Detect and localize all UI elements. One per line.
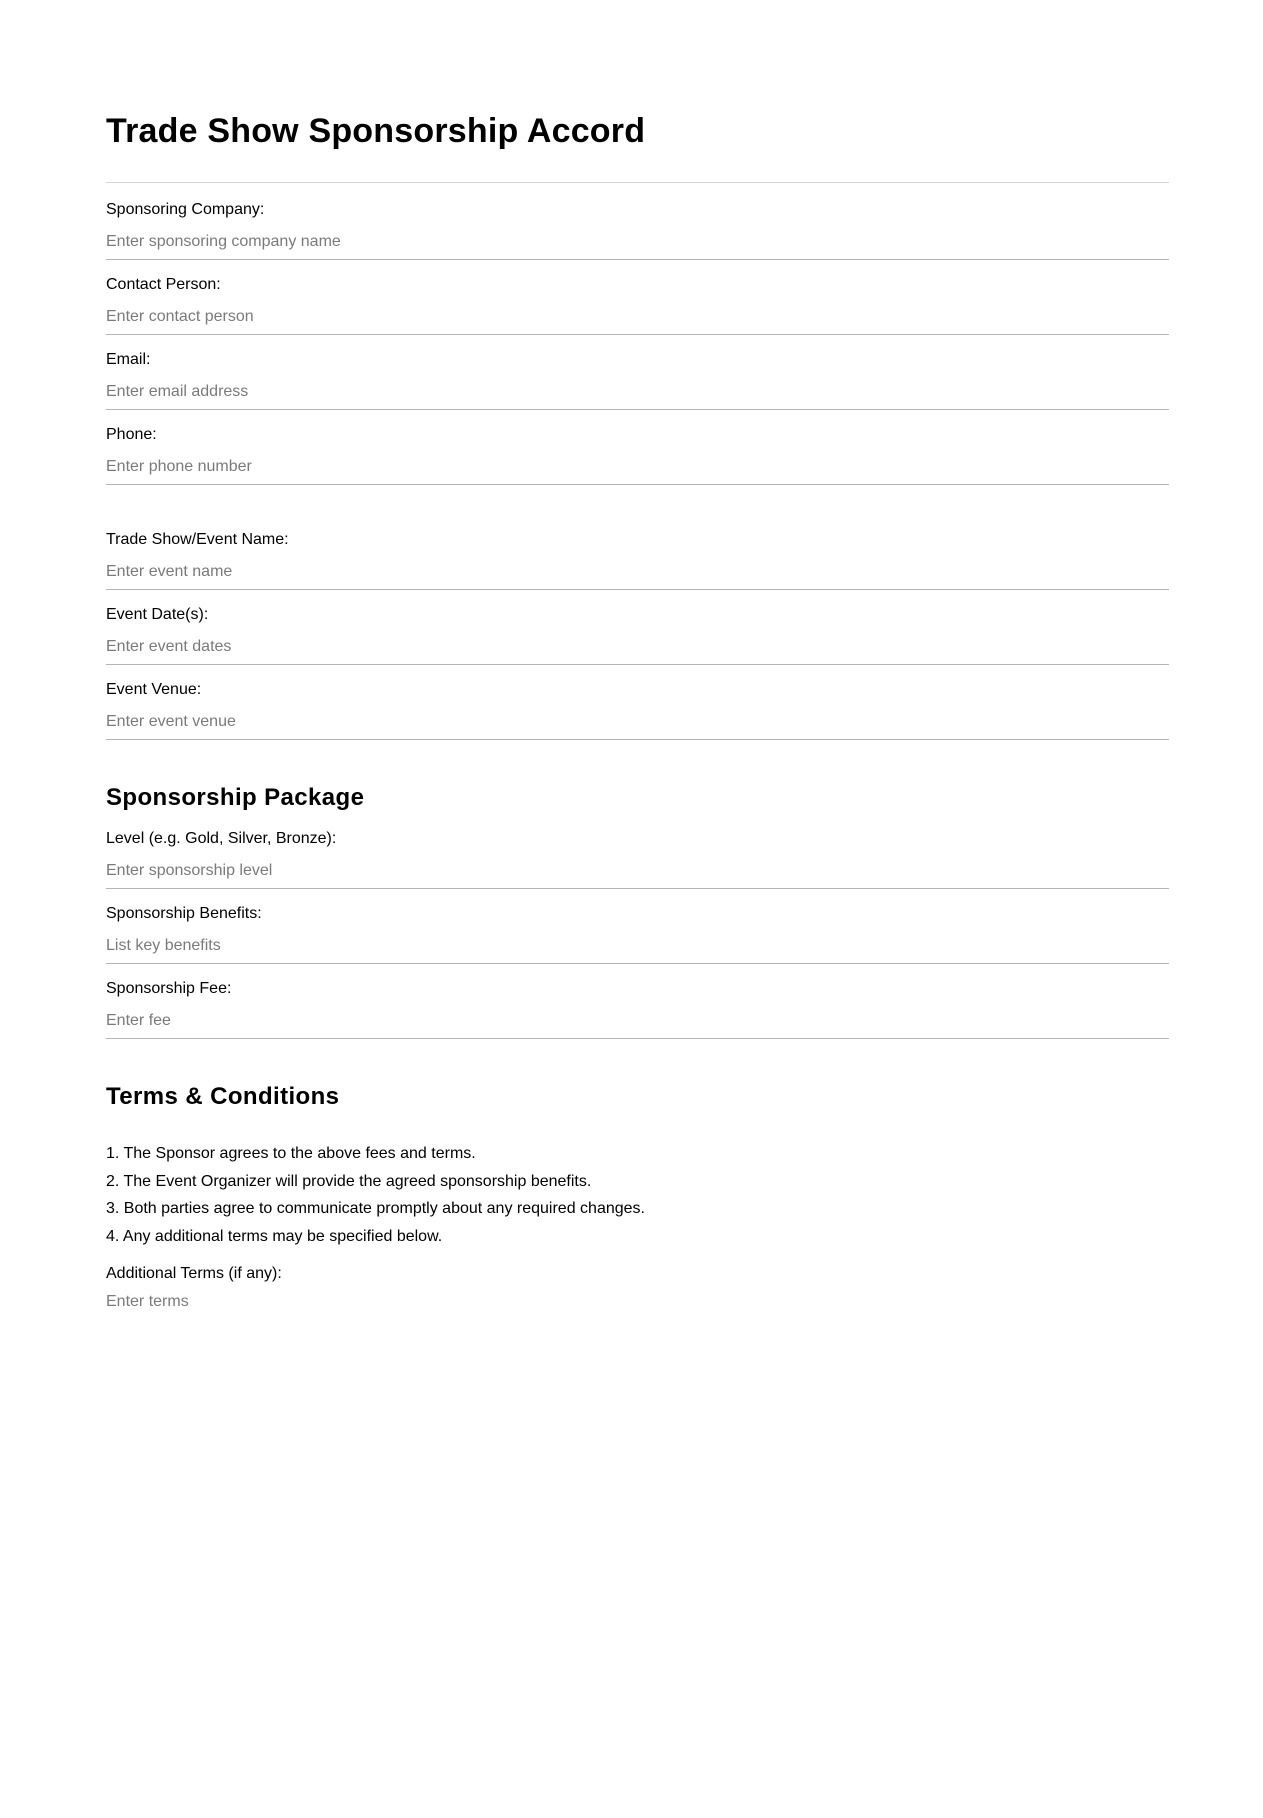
title-divider <box>106 182 1169 183</box>
sponsorship-benefits-field <box>106 904 1169 980</box>
event-name-label: Trade Show/Event Name: <box>106 531 289 548</box>
contact-person-field <box>106 275 1169 351</box>
terms-conditions-heading: Terms & Conditions <box>106 1083 340 1110</box>
event-name-field <box>106 530 1169 606</box>
terms-list <box>106 1140 645 1250</box>
sponsoring-company-input[interactable] <box>106 230 1169 260</box>
terms-item: 1. The Sponsor agrees to the above fees and terms. <box>106 1145 476 1162</box>
additional-terms-label: Additional Terms (if any): <box>106 1265 282 1282</box>
sponsoring-company-label: Sponsoring Company: <box>106 201 265 218</box>
terms-item: 2. The Event Organizer will provide the agreed sponsorship benefits. <box>106 1172 592 1190</box>
contact-person-input[interactable] <box>106 305 1169 335</box>
sponsorship-benefits-label: Sponsorship Benefits: <box>106 905 262 922</box>
sponsorship-package-heading: Sponsorship Package <box>106 784 365 811</box>
sponsorship-fee-label: Sponsorship Fee: <box>106 980 232 997</box>
email-input[interactable] <box>106 380 1169 410</box>
sponsorship-level-input[interactable] <box>106 859 1169 889</box>
sponsorship-level-field <box>106 829 1169 905</box>
sponsorship-fee-input[interactable] <box>106 1009 1169 1039</box>
event-venue-label: Event Venue: <box>106 681 202 698</box>
email-field <box>106 350 1169 426</box>
phone-field <box>106 425 1169 501</box>
sponsorship-benefits-input[interactable] <box>106 934 1169 964</box>
sponsoring-company-field <box>106 200 1169 276</box>
contact-person-label: Contact Person: <box>106 276 221 293</box>
event-venue-input[interactable] <box>106 710 1169 740</box>
event-dates-label: Event Date(s): <box>106 606 209 623</box>
event-dates-field <box>106 605 1169 681</box>
terms-item: 4. Any additional terms may be specified below. <box>106 1227 443 1245</box>
event-dates-input[interactable] <box>106 635 1169 665</box>
phone-label: Phone: <box>106 426 157 443</box>
event-venue-field <box>106 680 1169 756</box>
additional-terms-input[interactable] <box>106 1292 1169 1312</box>
email-label: Email: <box>106 351 151 368</box>
page-title: Trade Show Sponsorship Accord <box>106 112 646 150</box>
sponsorship-level-label: Level (e.g. Gold, Silver, Bronze): <box>106 830 337 847</box>
terms-item: 3. Both parties agree to communicate promptly about any required changes. <box>106 1200 645 1217</box>
event-name-input[interactable] <box>106 560 1169 590</box>
phone-input[interactable] <box>106 455 1169 485</box>
sponsorship-fee-field <box>106 979 1169 1055</box>
